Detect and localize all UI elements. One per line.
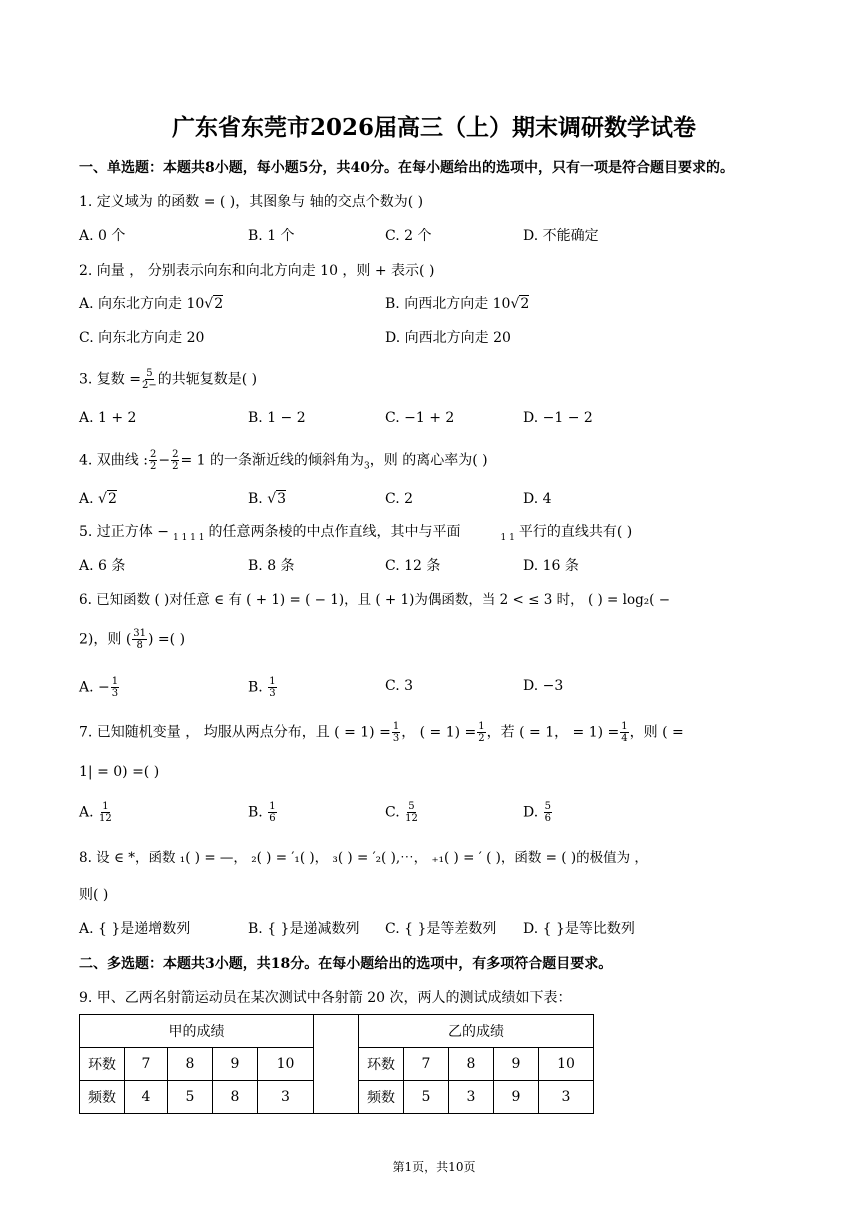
sqrt-sign: √ [204,296,214,312]
q4-minus: − [158,452,171,469]
sqrt-sign: √ [98,491,107,507]
q6-a-num: 1 [111,676,119,687]
q6-line2-post: ) =( ) [148,631,186,648]
table-cell: 4 [125,1081,168,1114]
q7-a-label: A. [79,804,99,821]
q6-fraction [132,628,147,651]
table-cell: 8 [213,1081,258,1114]
q2-option-a-text: A. 向东北方向走 10 [79,296,205,312]
q4-stem-mid: = 1 的一条渐近线的倾斜角为 [180,452,365,469]
q3-fraction [142,368,157,391]
q7-a-fraction [99,801,112,824]
q6-b-den: 3 [269,688,276,699]
q7-p2-num: 1 [478,721,485,732]
q6-b-label: B. [248,679,268,696]
q7-c-den: 12 [405,813,418,824]
q4-angle-denominator: 3 [364,461,370,472]
q4-fraction-2 [171,449,179,472]
table-cell: 3 [539,1081,594,1114]
table-cell: 7 [404,1048,449,1081]
q5-option-b: B. 8 条 [248,558,295,574]
q4-option-c: C. 2 [385,491,414,507]
q3-option-d: D. −1 − 2 [523,410,593,426]
q7-l1-mid2: ，若 ( = 1， = 1) = [486,724,620,741]
q6-a-den: 3 [111,688,119,699]
q4-stem-pre: 4. 双曲线 : [79,452,148,469]
table-cell: 7 [125,1048,168,1081]
q3-stem-post: 的共轭复数是( ) [157,371,258,388]
q7-stem-line2: 1| = 0) =( ) [79,764,160,780]
q1-option-c: C. 2 个 [385,228,432,244]
q4-b-radicand: 3 [277,491,287,507]
q4-f1-den: 2 [149,461,157,472]
q7-l1-pre: 7. 已知随机变量 ， 均服从两点分布，且 ( = 1) = [79,724,391,741]
q3-denominator: 2− [142,380,157,391]
score-table-yi [358,1014,594,1114]
q6-option-d: D. −3 [523,678,564,694]
q5-option-a: A. 6 条 [79,558,126,574]
q7-p2 [477,721,485,744]
q2-option-c: C. 向东北方向走 20 [79,330,205,346]
q2-option-a [79,294,223,314]
q8-option-d: D. { }是等比数列 [523,921,635,937]
q5-stem-pre: 5. 过正方体 − [79,524,169,540]
q1-option-a: A. 0 个 [79,228,126,244]
q4-f1-num: 2 [149,449,157,460]
q9-stem: 9. 甲、乙两名射箭运动员在某次测试中各射箭 20 次，两人的测试成绩如下表： [79,990,572,1006]
q7-d-label: D. [523,804,543,821]
table-row [80,1048,314,1081]
q5-stem [79,522,632,548]
q7-option-d [523,801,553,824]
q7-b-fraction [268,801,276,824]
q3-option-b: B. 1 − 2 [248,410,306,426]
q8-stem-line2: 则( ) [79,887,109,903]
table-cell: 10 [539,1048,594,1081]
q6-a-label: A. − [79,679,110,696]
q4-a-label: A. [79,491,99,507]
q6-num: 31 [133,628,147,639]
q6-stem-line1: 6. 已知函数 ( )对任意 ∈ 有 ( + 1) = ( − 1)，且 ( + 1)为偶函数，当 2 < ≤ 3 时， ( ) = log₂( − [79,592,671,608]
table-cell: 3 [258,1081,314,1114]
q7-a-den: 12 [99,813,112,824]
section-2-heading: 二、多选题：本题共3小题，共18分。在每小题给出的选项中，有多项符合题目要求。 [79,956,613,972]
table-cell: 3 [449,1081,494,1114]
section-1-heading: 一、单选题：本题共8小题，每小题5分，共40分。在每小题给出的选项中，只有一项是符合题目要求的。 [79,160,734,176]
q7-option-b [248,801,278,824]
page-title: 广东省东莞市2026届高三（上）期末调研数学试卷 [171,114,696,141]
q1-option-b: B. 1 个 [248,228,295,244]
q5-option-d: D. 16 条 [523,558,579,574]
q7-option-a [79,801,113,824]
q7-p1-num: 1 [392,721,400,732]
q1-option-d: D. 不能确定 [523,228,599,244]
q4-option-b [248,489,286,509]
q3-stem-pre: 3. 复数 = [79,371,141,388]
q7-p3-num: 1 [621,721,628,732]
q5-subscripts-2: 1 1 [500,533,515,543]
table-cell: 频数 [80,1081,125,1114]
q1-stem: 1. 定义域为 的函数 = ( )，其图象与 轴的交点个数为( ) [79,194,424,210]
table-cell: 9 [494,1048,539,1081]
q6-stem-line2 [79,628,185,651]
table-cell: 环数 [80,1048,125,1081]
q4-fraction-1 [149,449,157,472]
q5-subscripts: 1 1 1 1 [173,533,205,543]
q7-d-fraction [544,801,552,824]
q2-option-d: D. 向西北方向走 20 [385,330,511,346]
q7-option-c [385,801,419,824]
q3-option-c: C. −1 + 2 [385,410,455,426]
q7-d-num: 5 [544,801,552,812]
sqrt-sign: √ [510,296,520,312]
q7-p1-den: 3 [392,733,400,744]
q7-d-den: 6 [544,813,552,824]
q2-option-b-radicand: 2 [520,296,530,312]
table-spacer [313,1014,358,1114]
q7-c-label: C. [385,804,405,821]
q6-option-b [248,676,278,699]
q8-option-b: B. { }是递减数列 [248,921,360,937]
table-cell: 9 [213,1048,258,1081]
table-cell: 9 [494,1081,539,1114]
q5-stem-post: 平行的直线共有( ) [518,524,633,540]
table-row [359,1048,594,1081]
q4-a-radicand: 2 [107,491,117,507]
q6-den: 8 [136,640,143,651]
q2-option-b [385,294,529,314]
q7-p2-den: 2 [478,733,485,744]
q3-numerator: 5 [146,368,153,379]
q6-line2-pre: 2)，则 ( [79,631,132,648]
q4-stem [79,449,488,477]
q2-option-b-text: B. 向西北方向走 10 [385,296,511,312]
table-header-yi: 乙的成绩 [359,1015,594,1048]
q4-option-a [79,489,117,509]
q3-option-a: A. 1 + 2 [79,410,137,426]
q7-l1-mid: ， ( = 1) = [401,724,477,741]
q7-b-label: B. [248,804,268,821]
table-cell: 8 [168,1048,213,1081]
q4-f2-num: 2 [172,449,179,460]
q7-c-num: 5 [408,801,415,812]
q7-l1-post: ，则 ( = [629,724,684,741]
q4-stem-post: ，则 的离心率为( ) [369,452,488,469]
score-table-jia [79,1014,314,1114]
q7-c-fraction [405,801,418,824]
table-header-jia: 甲的成绩 [80,1015,314,1048]
q6-b-fraction [268,676,276,699]
table-row [80,1081,314,1114]
q7-p3-den: 4 [621,733,628,744]
table-row [359,1081,594,1114]
q4-f2-den: 2 [172,461,179,472]
table-cell: 频数 [359,1081,404,1114]
sqrt-sign: √ [267,491,277,507]
q5-option-c: C. 12 条 [385,558,441,574]
q6-b-num: 1 [269,676,276,687]
table-cell: 8 [449,1048,494,1081]
q8-option-c: C. { }是等差数列 [385,921,497,937]
q6-option-c: C. 3 [385,678,414,694]
table-cell: 环数 [359,1048,404,1081]
q7-p3 [620,721,628,744]
q6-a-fraction [111,676,119,699]
q6-option-a [79,676,120,699]
q7-p1 [392,721,400,744]
q3-stem [79,368,257,391]
q4-option-d: D. 4 [523,491,552,507]
q8-stem-line1: 8. 设 ∈ *，函数 ₁( ) = —， ₂( ) = ′₁( )， ₃( ) = ′₂( ),⋯， ₊₁( ) = ′ ( )，函数 = ( )的极值为 ， [79,850,648,866]
q2-option-a-radicand: 2 [214,296,224,312]
page-footer: 第1页，共10页 [392,1160,476,1174]
q8-option-a: A. { }是递增数列 [79,921,191,937]
q7-a-num: 1 [102,801,109,812]
q7-stem-line1 [79,721,684,744]
q7-b-num: 1 [269,801,276,812]
q2-stem: 2. 向量 ， 分别表示向东和向北方向走 10 ，则 + 表示( ) [79,263,435,279]
q7-b-den: 6 [269,813,276,824]
table-cell: 5 [168,1081,213,1114]
table-cell: 10 [258,1048,314,1081]
q4-b-label: B. [248,491,268,507]
q5-stem-mid: 的任意两条棱的中点作直线，其中与平面 [208,524,461,540]
table-cell: 5 [404,1081,449,1114]
